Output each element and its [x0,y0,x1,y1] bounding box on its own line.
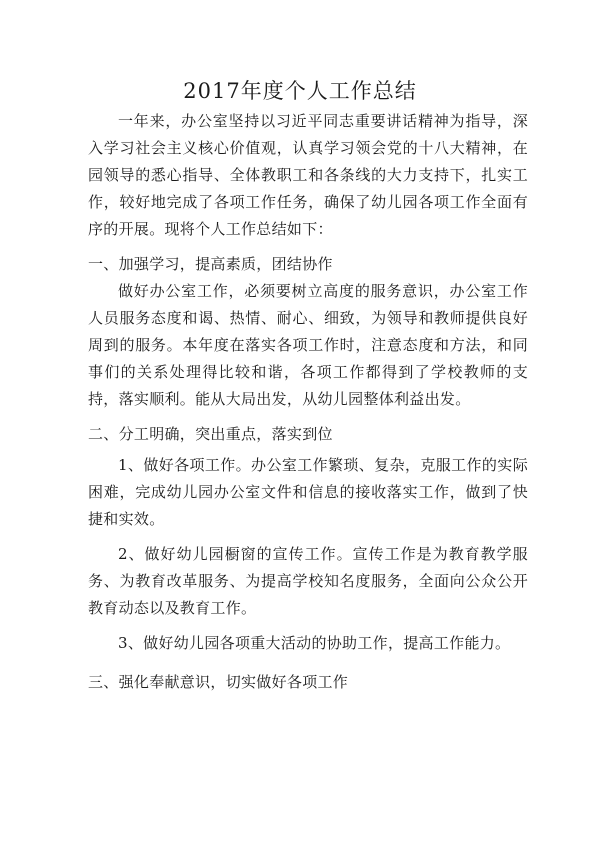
section-heading-3: 三、强化奉献意识，切实做好各项工作 [88,673,349,691]
section-heading-1: 一、加强学习，提高素质，团结协作 [88,255,333,273]
document-title: 2017年度个人工作总结 [183,79,417,103]
intro-paragraph: 一年来，办公室坚持以习近平同志重要讲话精神为指导，深入学习社会主义核心价值观，认真学习领会党的十八大精神，在园领导的悉心指导、全体教职工和各条线的大力支持下，扎实工作，较好地完成了各项工作任务，确保了幼儿园各项工作全面有序的开展。现将个人工作总结如下： [88,112,528,238]
section-2-item-2: 2、做好幼儿园橱窗的宣传工作。宣传工作是为教育教学服务、为教育改革服务、为提高学校知名度服务，全面向公众公开教育动态以及教育工作。 [88,545,528,617]
section-1-paragraph-1: 做好办公室工作，必须要树立高度的服务意识，办公室工作人员服务态度和谒、热情、耐心、细致，为领导和教师提供良好周到的服务。本年度在落实各项工作时，注意态度和方法，和同事们的关系处理得比较和谐，各项工作都得到了学校教师的支持，落实顺利。能从大局出发，从幼儿园整体利益出发。 [88,282,528,408]
section-2-item-1: 1、做好各项工作。办公室工作繁琐、复杂，克服工作的实际困难，完成幼儿园办公室文件和信息的接收落实工作，做到了快捷和实效。 [88,456,528,528]
section-heading-2: 二、分工明确，突出重点，落实到位 [88,425,333,443]
document-body [88,108,528,696]
section-2-item-3: 3、做好幼儿园各项重大活动的协助工作，提高工作能力。 [118,634,511,652]
